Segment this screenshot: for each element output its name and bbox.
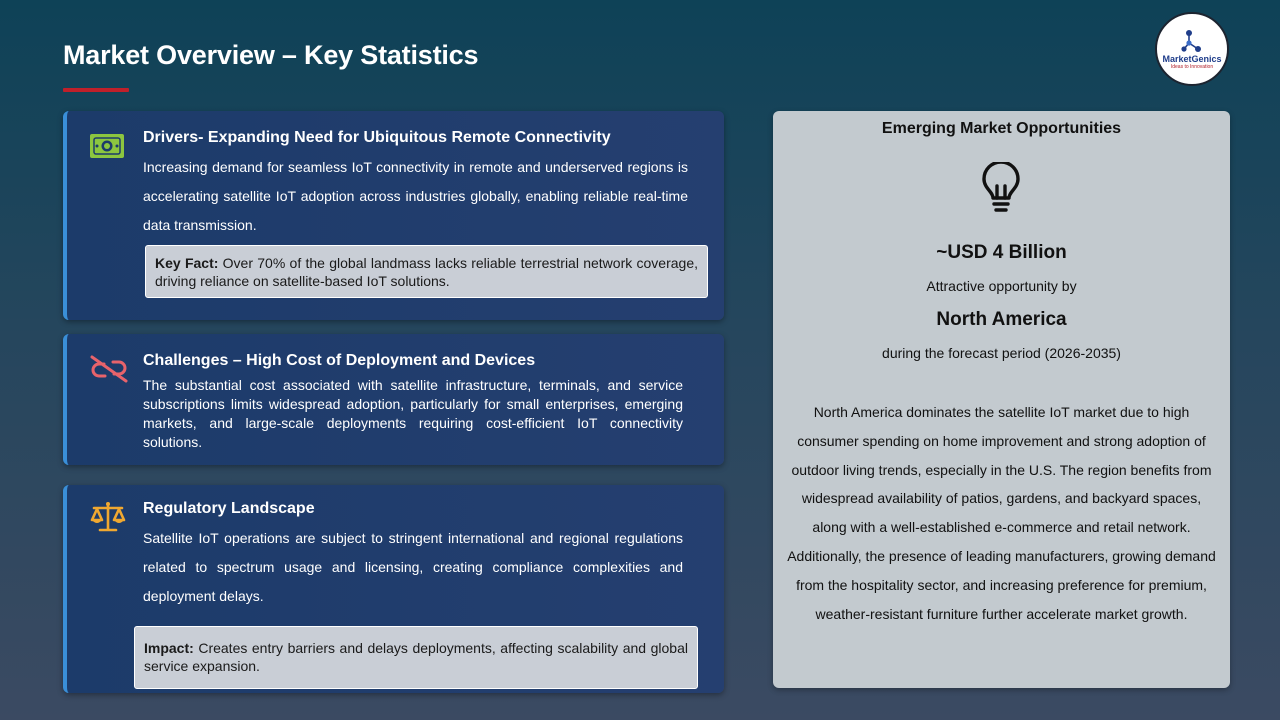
opportunity-subtitle: Attractive opportunity by [926,278,1077,294]
molecule-icon [1181,29,1203,53]
opportunities-title: Emerging Market Opportunities [881,120,1122,137]
company-logo [1155,12,1229,86]
regulatory-title: Regulatory Landscape [143,500,315,517]
title-underline [63,88,129,92]
regulatory-card [63,485,724,693]
opportunity-region: North America [936,309,1067,330]
lightbulb-icon [979,162,1023,218]
scales-icon [89,501,127,533]
key-fact-label: Key Fact: [155,255,219,271]
challenges-title: Challenges – High Cost of Deployment and Devices [143,352,536,369]
impact-label: Impact: [144,640,194,656]
key-fact-box [145,245,708,298]
logo-tagline: Ideas to Innovation [1170,63,1214,70]
page-title: Market Overview – Key Statistics [63,40,479,70]
drivers-title: Drivers- Expanding Need for Ubiquitous Remote Connectivity [143,129,611,146]
drivers-card [63,111,724,320]
challenges-card [63,334,724,465]
challenges-body: The substantial cost associated with satellite infrastructure, terminals, and service subscriptions limits widespread adoption, particularly for small enterprises, emerging markets, and large-scale deployments requiring cost-efficient IoT connectivity solutions. [143,377,683,450]
opportunities-panel [773,111,1230,688]
regulatory-body: Satellite IoT operations are subject to stringent international and regional regulations related to spectrum usage and licensing, creating compliance complexities and deployment delays. [143,530,683,604]
opportunity-description: North America dominates the satellite IoT market due to high consumer spending on home improvement and strong adoption of outdoor living trends, especially in the U.S. The region benefits from widespread availability of patios, gardens, and backyard spaces, along with a well-established e-commerce and retail network. Additionally, the presence of leading manufacturers, growing demand from the hospitality sector, and increasing preference for premium, weather-resistant furniture further accelerate market growth. [787,404,1216,622]
money-bill-icon [89,133,125,159]
opportunity-value: ~USD 4 Billion [936,242,1067,263]
key-fact-text: Over 70% of the global landmass lacks reliable terrestrial network coverage, driving reliance on satellite-based IoT solutions. [155,255,698,289]
drivers-body: Increasing demand for seamless IoT connectivity in remote and underserved regions is accelerating satellite IoT adoption across industries globally, enabling reliable real-time data transmission. [143,159,688,233]
impact-box [134,626,698,689]
impact-text: Creates entry barriers and delays deployments, affecting scalability and global service expansion. [144,640,688,674]
logo-brand: MarketGenics [1162,53,1222,64]
broken-link-icon [89,354,129,384]
forecast-period: during the forecast period (2026-2035) [882,345,1121,361]
